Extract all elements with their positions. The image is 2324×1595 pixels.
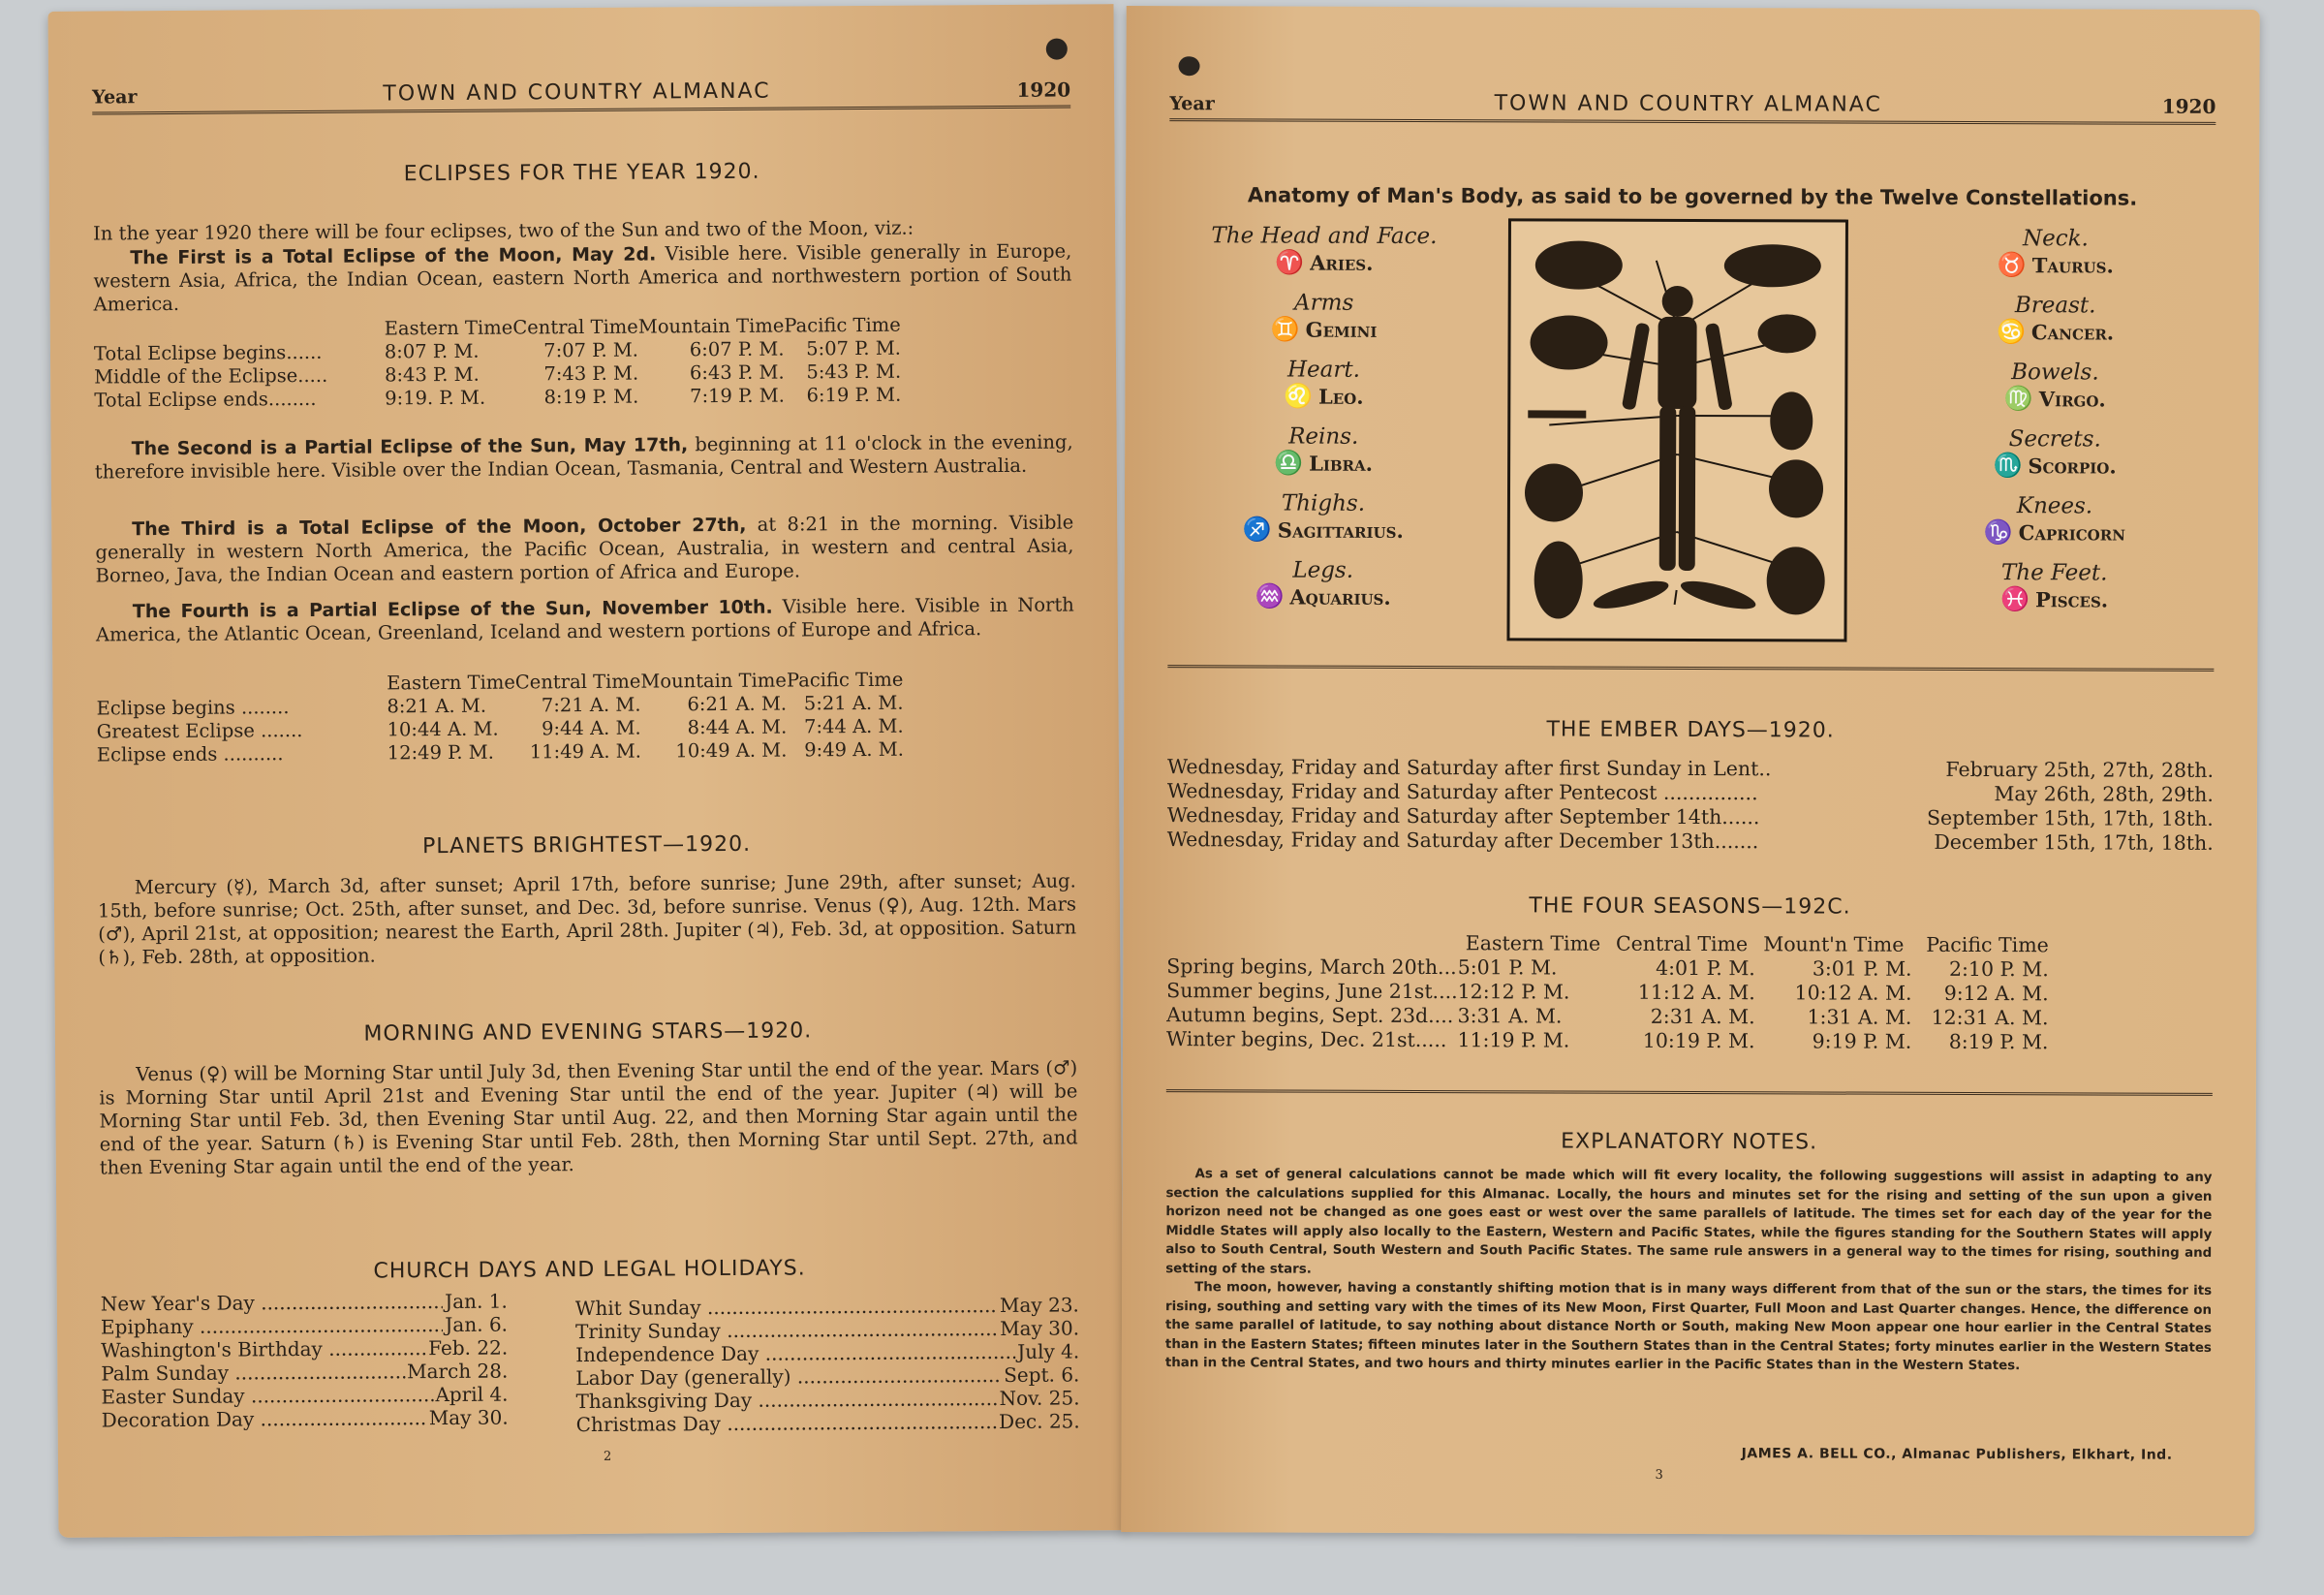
- eclipse-table-2: Eastern Time Central Time Mountain Time Pacific Time Eclipse begins ........ 8:21 A. M. 7:21 A. M. 6:21 A. M. 5:21 A. M. Greatest Eclipse ....... 10:44 A. M. 9:44 A. M. 8:44 A. M. 7:44 A. M. Eclipse ends .......... 12:49 P. M. 11:49 A. M. 10:49 A. M. 9:49 A. M.: [96, 668, 904, 766]
- table-row: Total Eclipse begins...... 8:07 P. M. 7:07 P. M. 6:07 P. M. 5:07 P. M.: [93, 336, 902, 365]
- list-item: New Year's Day ..... Jan. 1.: [101, 1290, 508, 1316]
- list-item: Knees. ♑ Capricorn: [1983, 493, 2125, 547]
- sagittarius-icon: ♐: [1242, 515, 1272, 544]
- list-item: Decoration Day ..... May 30.: [102, 1406, 509, 1432]
- seasons-table: Eastern Time Central Time Mount'n Time Pacific Time Spring begins, March 20th... 5:01 P. M. 4:01 P. M. 3:01 P. M. 2:10 P. M. Summer begins, June 21st.... 12:12 P. M. 11:12 A. M. 10:12 A. M. 9:12 A. M. Autumn begins, Sept. 23d.... 3:31 A. M. 2:31 A. M. 1:31 A. M. 12:31 A. M. Winter begins, Dec. 21st..... 11:19 P. M. 10:19 P. M. 9:19 P. M. 8:19 P. M.: [1165, 931, 2049, 1054]
- ember-list: [1167, 755, 2214, 856]
- stars-text: Venus (♀) will be Morning Star until July 3d, then Evening Star until the end of the year. Mars (♂) is Morning Star until April 21st and Evening Star until the end of the year. Jupiter (♃) will be Morning Star until Feb. 3d, then Evening Star until Aug. 22, and then Morning Star again until the end of the year. Saturn (♄) is Evening Star until Feb. 28th, then Morning Star until Sept. 27th, and then Evening Star again until the end of the year.: [99, 1056, 1078, 1179]
- list-item: Arms ♊ Gemini: [1270, 290, 1378, 343]
- list-item: Thanksgiving Day ..... Nov. 25.: [575, 1386, 1079, 1413]
- table-row: Eclipse ends .......... 12:49 P. M. 11:49 A. M. 10:49 A. M. 9:49 A. M.: [96, 737, 904, 766]
- eclipse-second-lead: The Second is a Partial Eclipse of the Sun, May 17th,: [131, 434, 689, 460]
- eclipse-fourth-lead: The Fourth is a Partial Eclipse of the Sun, November 10th.: [132, 596, 773, 623]
- zodiac-left-list: [1193, 223, 1455, 625]
- eclipses-title: ECLIPSES FOR THE YEAR 1920.: [403, 159, 760, 187]
- eclipse-table-1: [94, 314, 902, 413]
- list-item: Wednesday, Friday and Saturday after September 14th...... September 15th, 17th, 18th.: [1166, 803, 2214, 830]
- list-item: Christmas Day ..... Dec. 25.: [576, 1409, 1080, 1436]
- col-eastern: Eastern Time: [384, 316, 513, 340]
- list-item: Trinity Sunday ..... May 30.: [575, 1316, 1079, 1343]
- eclipse-fourth-text: Visible here. Visible in North America, the Atlantic Ocean, Greenland, Iceland and western portions of Europe and Africa.: [95, 593, 1074, 646]
- leo-icon: ♌: [1284, 381, 1314, 410]
- page-header: [1169, 76, 2216, 125]
- header-title: TOWN AND COUNTRY ALMANAC: [1494, 91, 1882, 117]
- church-title: CHURCH DAYS AND LEGAL HOLIDAYS.: [373, 1256, 806, 1284]
- list-item: Independence Day ..... July 4.: [575, 1339, 1079, 1366]
- ember-title: THE EMBER DAYS—1920.: [1546, 717, 1835, 743]
- list-item: Heart. ♌ Leo.: [1284, 357, 1364, 410]
- notes-body: [1165, 1165, 2213, 1376]
- table-row: Eclipse begins ........ 8:21 A. M. 7:21 A. M. 6:21 A. M. 5:21 A. M.: [96, 691, 904, 720]
- list-item: Wednesday, Friday and Saturday after December 13th....... December 15th, 17th, 18th.: [1166, 828, 2214, 855]
- page-header: [92, 62, 1070, 114]
- eclipse-first-lead: The First is a Total Eclipse of the Moon, May 2d.: [130, 243, 657, 269]
- scorpio-icon: ♏: [1993, 451, 2023, 480]
- col-mountain: Mountain Time: [637, 314, 785, 338]
- eclipse-second-text: beginning at 11 o'clock in the evening, therefore invisible here. Visible over the Indian Ocean, Tasmania, Central and Western Australia.: [94, 430, 1073, 484]
- list-item: Neck. ♉ Taurus.: [1997, 226, 2114, 279]
- header-number: 1920: [2161, 94, 2216, 118]
- list-item: Wednesday, Friday and Saturday after Pentecost ............... May 26th, 28th, 29th.: [1166, 779, 2214, 806]
- cancer-icon: ♋: [1996, 317, 2026, 346]
- list-item: Washington's Birthday ..... Feb. 22.: [101, 1336, 508, 1362]
- pisces-icon: ♓: [2000, 584, 2030, 613]
- capricorn-icon: ♑: [1983, 517, 2013, 547]
- col-central: Central Time: [512, 315, 638, 339]
- holidays-col-1: [101, 1290, 509, 1432]
- list-item: The Feet. ♓ Pisces.: [2000, 560, 2109, 613]
- eclipse-third-lead: The Third is a Total Eclipse of the Moon, October 27th,: [132, 514, 747, 541]
- list-item: Wednesday, Friday and Saturday after first Sunday in Lent.. February 25th, 27th, 28th.: [1166, 755, 2215, 782]
- page-number: 3: [1655, 1467, 1663, 1483]
- divider: [1167, 665, 2214, 672]
- anatomy-title: Anatomy of Man's Body, as said to be governed by the Twelve Constellations.: [1247, 183, 2138, 210]
- eclipse-third: [95, 511, 1073, 587]
- list-item: Secrets. ♏ Scorpio.: [1993, 426, 2117, 480]
- eclipse-first: [93, 239, 1071, 316]
- notes-title: EXPLANATORY NOTES.: [1561, 1129, 1818, 1155]
- eclipse-first-text: Visible here. Visible generally in Europe, western Asia, Africa, the Indian Ocean, eastern North America and northwestern portion of South America.: [93, 239, 1072, 316]
- list-item: Epiphany ..... Jan. 6.: [101, 1313, 508, 1339]
- header-year: Year: [1169, 93, 1215, 115]
- virgo-icon: ♍: [2003, 384, 2033, 413]
- list-item: Reins. ♎ Libra.: [1274, 423, 1374, 477]
- stars-title: MORNING AND EVENING STARS—1920.: [363, 1018, 813, 1047]
- libra-icon: ♎: [1274, 448, 1304, 477]
- publisher-line: JAMES A. BELL CO., Almanac Publishers, Elkhart, Ind.: [1741, 1446, 2173, 1463]
- table-row: Total Eclipse ends........ 9:19. P. M. 8:19 P. M. 7:19 P. M. 6:19 P. M.: [94, 383, 902, 412]
- header-title: TOWN AND COUNTRY ALMANAC: [383, 78, 771, 107]
- page-number: 2: [603, 1449, 612, 1464]
- eclipse-third-text: at 8:21 in the morning. Visible generally in western North America, the Pacific Ocean, Australia, in western and central Asia, Borneo, Java, the Indian Ocean and eastern portion of Africa and Europe.: [95, 511, 1074, 587]
- table-row: Spring begins, March 20th... 5:01 P. M. 4:01 P. M. 3:01 P. M. 2:10 P. M.: [1166, 954, 2049, 982]
- table-row: Greatest Eclipse ....... 10:44 A. M. 9:44 A. M. 8:44 A. M. 7:44 A. M.: [96, 714, 904, 743]
- divider: [1166, 1089, 2213, 1096]
- list-item: Palm Sunday ..... March 28.: [101, 1360, 508, 1386]
- taurus-icon: ♉: [1997, 250, 2027, 279]
- left-page: [48, 4, 1125, 1538]
- eclipses-intro: In the year 1920 there will be four eclipses, two of the Sun and two of the Moon, viz.:: [93, 216, 914, 245]
- list-item: Legs. ♒ Aquarius.: [1255, 557, 1391, 610]
- header-number: 1920: [1016, 78, 1071, 102]
- list-item: The Head and Face. ♈ Aries.: [1211, 223, 1438, 276]
- list-item: Bowels. ♍ Virgo.: [2003, 360, 2106, 413]
- list-item: Labor Day (generally) ..... Sept. 6.: [575, 1362, 1079, 1390]
- list-item: Easter Sunday ..... April 4.: [101, 1383, 508, 1409]
- zodiac-man-icon: [1509, 221, 1844, 639]
- aries-icon: ♈: [1275, 247, 1305, 276]
- list-item: Thighs. ♐ Sagittarius.: [1242, 490, 1404, 544]
- planets-title: PLANETS BRIGHTEST—1920.: [421, 831, 752, 860]
- notes-paragraph-1: As a set of general calculations cannot be made which will fit every locality, the following suggestions will assist in adapting to any section the calculations supplied for this Almanac. Locally, the hours and minutes set for the rising and setting of the sun upon a given horizon need not be changed as one goes east or west over the same parallels of latitude. The times set for each day of the year for the Middle States will apply also locally to the Eastern, Western and Pacific States, while the figures standing for the Southern States will apply also to South Central, South Western and South Pacific States. The same rule answers in a general way to the times for rising, southing and setting of the stars.: [1165, 1167, 2213, 1277]
- gemini-icon: ♊: [1270, 314, 1300, 343]
- holidays-col-2: [575, 1293, 1080, 1436]
- eclipse-second: [95, 430, 1073, 484]
- planets-text: Mercury (☿), March 3d, after sunset; April 17th, before sunrise; June 29th, after sunset; Aug. 15th, before sunrise; Oct. 25th, after sunset, and Dec. 3d, before sunrise. Venus (♀), Aug. 12th. Mars (♂), April 21st, at opposition; nearest the Earth, April 28th. Jupiter (♃), Feb. 3d, at opposition. Saturn (♄), Feb. 28th, at opposition.: [97, 869, 1077, 969]
- notes-paragraph-2: The moon, however, having a constantly shifting motion that is in many ways different from that of the sun or the stars, the times for its rising, southing and setting vary with the times of its New Moon, First Quarter, Full Moon and Last Quarter changes. Hence, the difference on the same parallel of latitude, to say nothing about distance North or South, making New Moon appear one hour earlier in the Central States than in the Eastern States; fifteen minutes later in the Southern States than in the Central States; forty minutes earlier in the Western States than in the Central States, and two hours and thirty minutes earlier in the Pacific States than in the Western States.: [1164, 1280, 2213, 1374]
- zodiac-man-illustration: [1506, 218, 1848, 641]
- list-item: Breast. ♋ Cancer.: [1996, 293, 2115, 346]
- seasons-title: THE FOUR SEASONS—192C.: [1529, 893, 1851, 920]
- list-item: Whit Sunday ..... May 23.: [575, 1293, 1079, 1320]
- table-row: Middle of the Eclipse..... 8:43 P. M. 7:43 P. M. 6:43 P. M. 5:43 P. M.: [94, 360, 902, 389]
- table-row: Autumn begins, Sept. 23d.... 3:31 A. M. 2:31 A. M. 1:31 A. M. 12:31 A. M.: [1166, 1003, 2049, 1030]
- right-page: [1121, 6, 2259, 1536]
- eclipse-fourth: [96, 593, 1074, 646]
- table-row: Summer begins, June 21st.... 12:12 P. M. 11:12 A. M. 10:12 A. M. 9:12 A. M.: [1166, 979, 2049, 1006]
- header-year: Year: [92, 86, 138, 109]
- col-pacific: Pacific Time: [784, 313, 901, 337]
- aquarius-icon: ♒: [1255, 581, 1285, 610]
- table-row: Winter begins, Dec. 21st..... 11:19 P. M. 10:19 P. M. 9:19 P. M. 8:19 P. M.: [1165, 1027, 2049, 1054]
- zodiac-right-list: [1924, 226, 2186, 628]
